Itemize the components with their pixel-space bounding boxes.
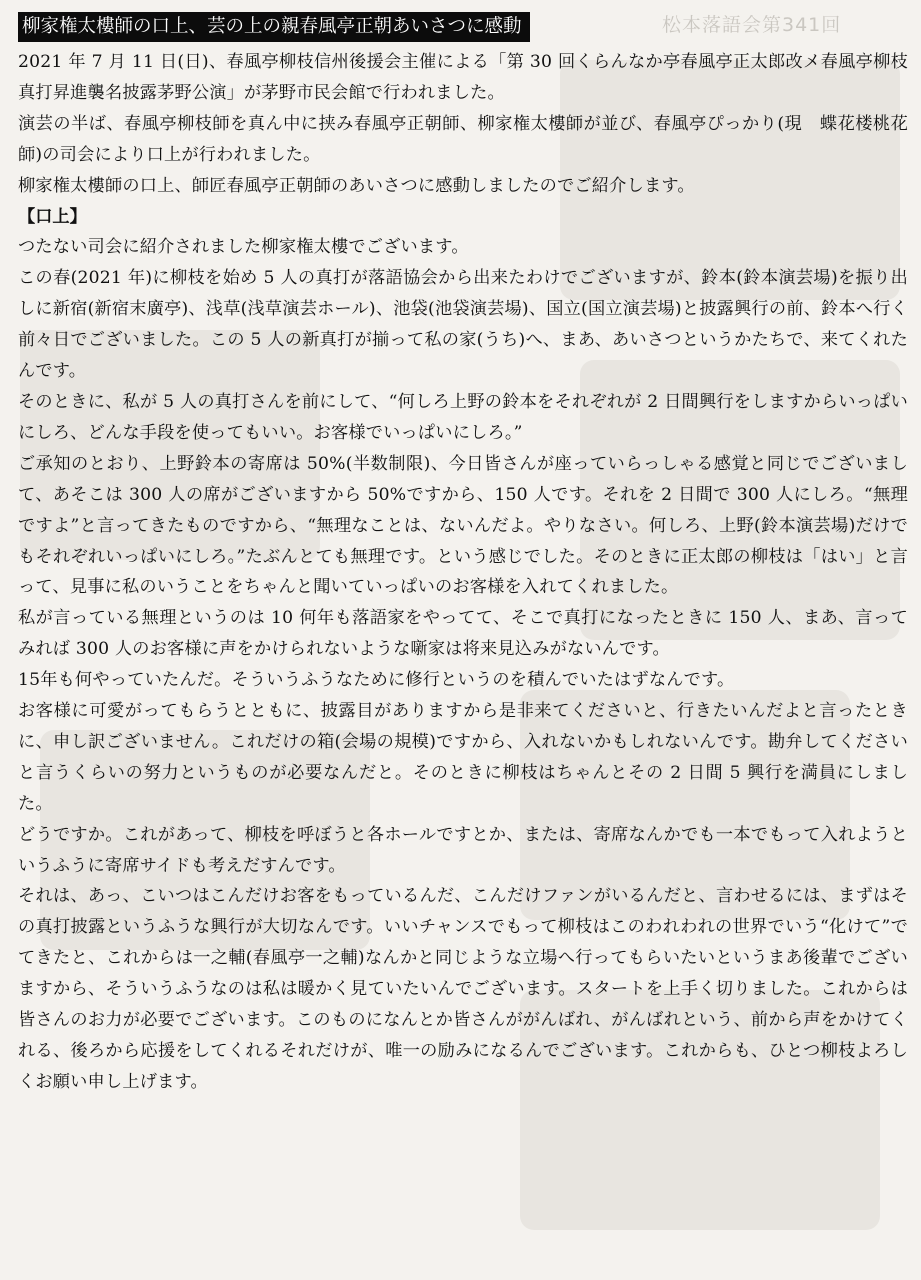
article-title: 柳家権太樓師の口上、芸の上の親春風亭正朝あいさつに感動: [18, 12, 530, 42]
speech-paragraph: この春(2021 年)に柳枝を始め 5 人の真打が落語協会から出来たわけでございますが、鈴本(鈴本演芸場)を振り出しに新宿(新宿末廣亭)、浅草(浅草演芸ホール)、池袋(池袋演芸場)、国立(国立演芸場)と披露興行の前、鈴本へ行く前々日でございました。この 5 人の新真打が揃って私の家(うち)へ、まあ、あいさつというかたちで、来てくれたんです。: [18, 268, 908, 382]
show-through-header: 松本落語会第341回: [662, 14, 842, 36]
speech-paragraph: 私が言っている無理というのは 10 何年も落語家をやってて、そこで真打になったときに 150 人、まあ、言ってみれば 300 人のお客様に声をかけられないような噺家は将来見込みがないんです。: [18, 608, 908, 660]
speech-paragraph: つたない司会に紹介されました柳家権太樓でございます。: [18, 237, 469, 258]
intro-paragraph: 柳家権太樓師の口上、師匠春風亭正朝師のあいさつに感動しましたのでご紹介します。: [18, 175, 695, 196]
intro-paragraph: 演芸の半ば、春風亭柳枝師を真ん中に挟み春風亭正朝師、柳家権太樓師が並び、春風亭ぴっかり(現 蝶花楼桃花師)の司会により口上が行われました。: [18, 113, 908, 165]
intro-paragraph: 2021 年 7 月 11 日(日)、春風亭柳枝信州後援会主催による「第 30 回くらんなか亭春風亭正太郎改メ春風亭柳枝真打昇進襲名披露茅野公演」が茅野市民会館で行われました。: [18, 52, 908, 103]
speech-paragraph: 15年も何やっていたんだ。そういうふうなために修行というのを積んでいたはずなんです。: [18, 670, 735, 691]
speech-paragraph: ご承知のとおり、上野鈴本の寄席は 50%(半数制限)、今日皆さんが座っていらっしゃる感覚と同じでございまして、あそこは 300 人の席がございますから 50%ですから、150 人です。それを 2 日間で 300 人にしろ。“無理ですよ”と言ってきたものですから、“無理なことは、ないんだよ。やりなさい。何しろ、上野(鈴本演芸場)だけでもそれぞれいっぱいにしろ。”たぶんとても無理です。という感じでした。そのときに正太郎の柳枝は「はい」と言って、見事に私のいうことをちゃんと聞いていっぱいのお客様を入れてくれました。: [18, 453, 908, 598]
speech-paragraph: どうですか。これがあって、柳枝を呼ぼうと各ホールですとか、または、寄席なんかでも一本でもって入れようというふうに寄席サイドも考えだすんです。: [18, 824, 908, 876]
article: [18, 12, 908, 1098]
section-heading: 【口上】: [18, 206, 87, 227]
speech-paragraph: お客様に可愛がってもらうとともに、披露目がありますから是非来てくださいと、行きたいんだよと言ったときに、申し訳ございません。これだけの箱(会場の規模)ですから、入れないかもしれないんです。勘弁してくださいと言うくらいの努力というものが必要なんだと。そのときに柳枝はちゃんとその 2 日間 5 興行を満員にしました。: [18, 701, 908, 814]
speech-paragraph: そのときに、私が 5 人の真打さんを前にして、“何しろ上野の鈴本をそれぞれが 2 日間興行をしますからいっぱいにしろ、どんな手段を使ってもいい。お客様でいっぱいにしろ。”: [18, 391, 908, 443]
speech-paragraph: それは、あっ、こいつはこんだけお客をもっているんだ、こんだけファンがいるんだと、言わせるには、まずはその真打披露というふうな興行が大切なんです。いいチャンスでもって柳枝はこのわれわれの世界でいう“化けて”でてきたと、これからは一之輔(春風亭一之輔)なんかと同じような立場へ行ってもらいたいというまあ後輩でございますから、そういうふうなのは私は暖かく見ていたいんでございます。スタートを上手く切りました。これからは皆さんのお力が必要でございます。このものになんとか皆さんががんばれ、がんばれという、前から声をかけてくれる、後ろから応援をしてくれるそれだけが、唯一の励みになるんでございます。これからも、ひとつ柳枝よろしくお願い申し上げます。: [18, 886, 908, 1092]
